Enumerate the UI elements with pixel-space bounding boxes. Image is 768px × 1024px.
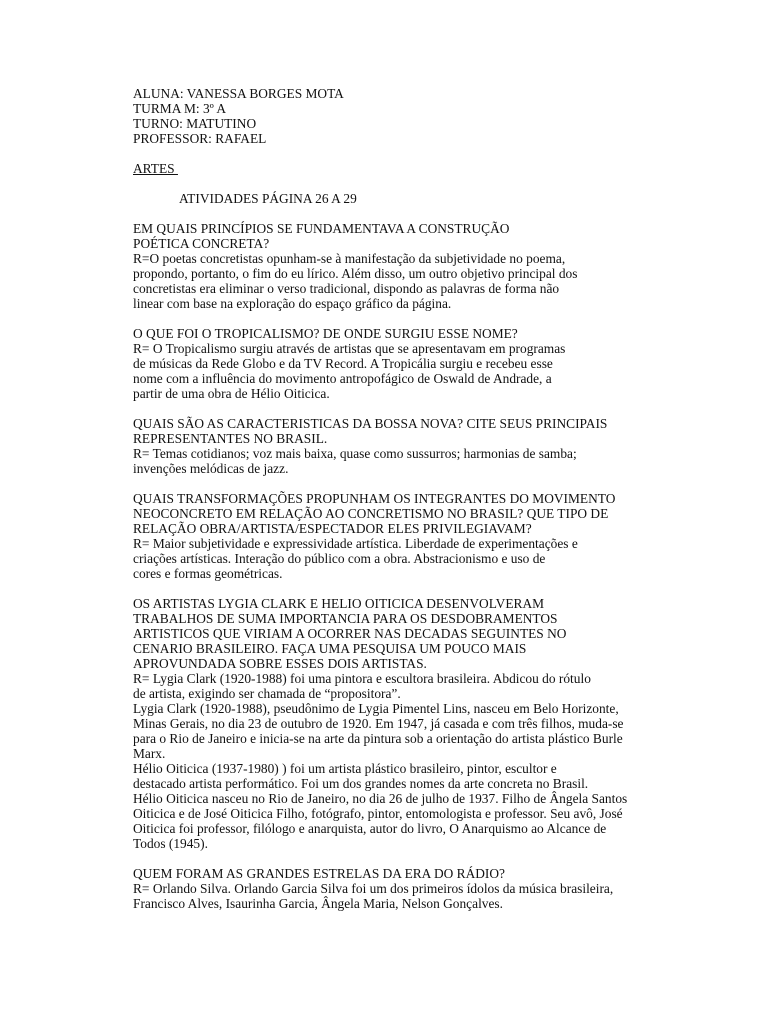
questions-list — [133, 221, 653, 911]
student-header — [133, 86, 653, 146]
spacer — [133, 581, 653, 596]
answer-line: Minas Gerais, no dia 23 de outubro de 1920. Em 1947, já casada e com três filhos, muda-se — [133, 716, 624, 731]
answer-line: cores e formas geométricas. — [133, 566, 283, 581]
answer-line: Oiticica foi professor, filólogo e anarquista, autor do livro, O Anarquismo ao Alcance de — [133, 821, 607, 836]
qa-block — [133, 416, 653, 476]
answer-line: Hélio Oiticica nasceu no Rio de Janeiro, no dia 26 de julho de 1937. Filho de Ângela Santos — [133, 791, 628, 806]
header-line: PROFESSOR: RAFAEL — [133, 131, 267, 146]
answer-line: R= Orlando Silva. Orlando Garcia Silva foi um dos primeiros ídolos da música brasileira, — [133, 881, 614, 896]
question-line: APROVUNDADA SOBRE ESSES DOIS ARTISTAS. — [133, 656, 427, 671]
spacer — [133, 146, 653, 161]
spacer — [133, 206, 653, 221]
answer-line: concretistas era eliminar o verso tradicional, dispondo as palavras de forma não — [133, 281, 560, 296]
answer-line: criações artísticas. Interação do público com a obra. Abstracionismo e uso de — [133, 551, 546, 566]
spacer — [133, 401, 653, 416]
question-line: ARTISTICOS QUE VIRIAM A OCORRER NAS DECADAS SEGUINTES NO — [133, 626, 567, 641]
answer-line: Todos (1945). — [133, 836, 208, 851]
question-line: NEOCONCRETO EM RELAÇÃO AO CONCRETISMO NO BRASIL? QUE TIPO DE — [133, 506, 609, 521]
qa-block — [133, 866, 653, 911]
question-line: QUAIS SÃO AS CARACTERISTICAS DA BOSSA NOVA? CITE SEUS PRINCIPAIS — [133, 416, 608, 431]
document-content — [133, 86, 653, 911]
answer-line: para o Rio de Janeiro e inicia-se na arte da pintura sob a orientação do artista plástico Burle — [133, 731, 623, 746]
qa-block — [133, 221, 653, 311]
answer-line: R= Maior subjetividade e expressividade artística. Liberdade de experimentações e — [133, 536, 578, 551]
answer-line: Marx. — [133, 746, 166, 761]
header-line: TURNO: MATUTINO — [133, 116, 257, 131]
answer-line: R=O poetas concretistas opunham-se à manifestação da subjetividade no poema, — [133, 251, 566, 266]
spacer — [133, 851, 653, 866]
qa-block — [133, 596, 653, 851]
answer-line: R= Lygia Clark (1920-1988) foi uma pintora e escultora brasileira. Abdicou do rótulo — [133, 671, 591, 686]
answer-line: Hélio Oiticica (1937-1980) ) foi um artista plástico brasileiro, pintor, escultor e — [133, 761, 557, 776]
question-line: REPRESENTANTES NO BRASIL. — [133, 431, 328, 446]
answer-line: destacado artista performático. Foi um dos grandes nomes da arte concreta no Brasil. — [133, 776, 589, 791]
answer-line: de músicas da Rede Globo e da TV Record. A Tropicália surgiu e recebeu esse — [133, 356, 553, 371]
spacer — [133, 476, 653, 491]
question-line: QUAIS TRANSFORMAÇÕES PROPUNHAM OS INTEGRANTES DO MOVIMENTO — [133, 491, 616, 506]
answer-line: linear com base na exploração do espaço gráfico da página. — [133, 296, 452, 311]
question-line: O QUE FOI O TROPICALISMO? DE ONDE SURGIU ESSE NOME? — [133, 326, 518, 341]
activities-title: ATIVIDADES PÁGINA 26 A 29 — [179, 191, 357, 206]
answer-line: propondo, portanto, o fim do eu lírico. Além disso, um outro objetivo principal dos — [133, 266, 578, 281]
header-line: ALUNA: VANESSA BORGES MOTA — [133, 86, 344, 101]
answer-line: partir de uma obra de Hélio Oiticica. — [133, 386, 330, 401]
question-line: RELAÇÃO OBRA/ARTISTA/ESPECTADOR ELES PRIVILEGIAVAM? — [133, 521, 532, 536]
spacer — [133, 311, 653, 326]
spacer — [133, 176, 653, 191]
answer-line: nome com a influência do movimento antropofágico de Oswald de Andrade, a — [133, 371, 552, 386]
question-line: QUEM FORAM AS GRANDES ESTRELAS DA ERA DO RÁDIO? — [133, 866, 505, 881]
subject-title: ARTES — [133, 161, 178, 176]
answer-line: R= O Tropicalismo surgiu através de artistas que se apresentavam em programas — [133, 341, 566, 356]
question-line: POÉTICA CONCRETA? — [133, 236, 270, 251]
qa-block — [133, 326, 653, 401]
question-line: OS ARTISTAS LYGIA CLARK E HELIO OITICICA DESENVOLVERAM — [133, 596, 545, 611]
qa-block — [133, 491, 653, 581]
answer-line: de artista, exigindo ser chamada de “propositora”. — [133, 686, 401, 701]
answer-line: invenções melódicas de jazz. — [133, 461, 289, 476]
question-line: EM QUAIS PRINCÍPIOS SE FUNDAMENTAVA A CONSTRUÇÃO — [133, 221, 510, 236]
answer-line: Francisco Alves, Isaurinha Garcia, Ângela Maria, Nelson Gonçalves. — [133, 896, 503, 911]
answer-line: Oiticica e de José Oiticica Filho, fotógrafo, pintor, entomologista e professor. Seu avô, José — [133, 806, 623, 821]
header-line: TURMA M: 3º A — [133, 101, 227, 116]
question-line: CENARIO BRASILEIRO. FAÇA UMA PESQUISA UM POUCO MAIS — [133, 641, 527, 656]
answer-line: Lygia Clark (1920-1988), pseudônimo de Lygia Pimentel Lins, nasceu em Belo Horizonte, — [133, 701, 619, 716]
question-line: TRABALHOS DE SUMA IMPORTANCIA PARA OS DESDOBRAMENTOS — [133, 611, 558, 626]
answer-line: R= Temas cotidianos; voz mais baixa, quase como sussurros; harmonias de samba; — [133, 446, 577, 461]
